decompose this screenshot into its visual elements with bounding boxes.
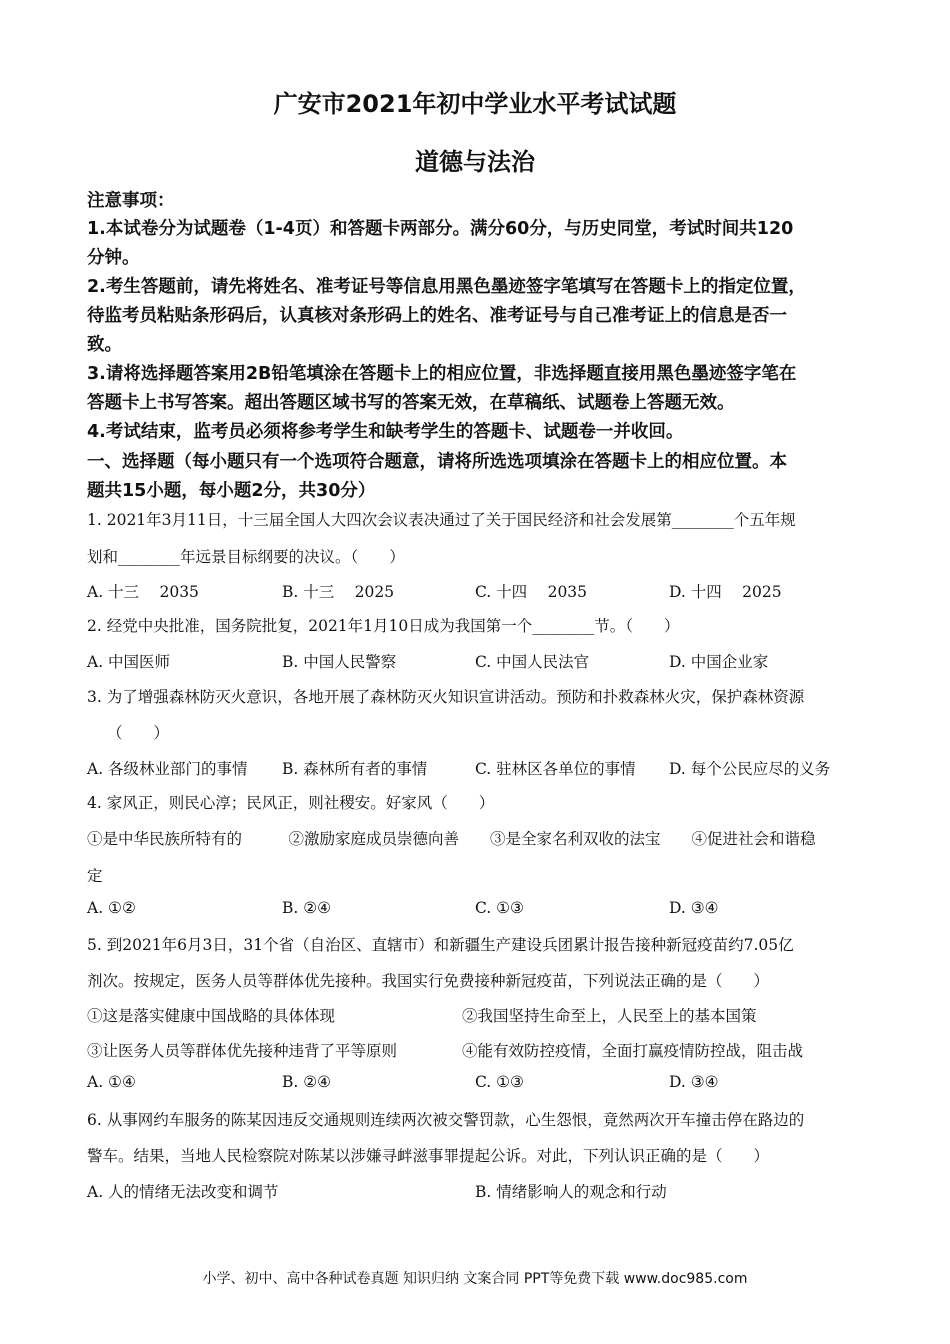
option-c: C. ①③ [475,899,524,917]
option-a: A. ①② [87,899,136,917]
question-5-item-4: ④能有效防控疫情，全面打赢疫情防控战，阻击战 [462,1042,804,1060]
option-c: C. 十四 2035 [475,583,588,601]
question-5-item-2: ②我国坚持生命至上，人民至上的基本国策 [462,1007,757,1025]
option-d: D. ③④ [669,899,719,917]
option-a: A. 各级林业部门的事情 [87,760,248,778]
question-5-item-3: ③让医务人员等群体优先接种违背了平等原则 [87,1042,398,1060]
question-5-stem-cont: 剂次。按规定，医务人员等群体优先接种。我国实行免费接种新冠疫苗，下列说法正确的是（ ） [87,972,770,990]
notice-line: 4.考试结束，监考员必须将参考学生和缺考学生的答题卡、试题卷一并收回。 [87,422,684,442]
question-1-stem: 1. 2021年3月11日，十三届全国人大四次会议表决通过了关于国民经济和社会发展第________个五年规 [87,511,796,529]
notice-heading: 注意事项： [87,191,175,211]
option-a: A. 十三 2035 [87,583,199,601]
exam-title: 广安市2021年初中学业水平考试试题 [273,90,677,118]
question-4-items-cont: 定 [87,867,103,885]
question-4-items: ①是中华民族所特有的 ②激励家庭成员崇德向善 ③是全家名利双收的法宝 ④促进社会和谐稳 [87,830,816,848]
option-a: A. 人的情绪无法改变和调节 [87,1183,279,1201]
section-heading: 一、选择题（每小题只有一个选项符合题意，请将所选选项填涂在答题卡上的相应位置。本 [87,452,787,472]
option-b: B. ②④ [282,1073,332,1091]
question-1-stem-cont: 划和________年远景目标纲要的决议。（ ） [87,548,405,566]
notice-line: 致。 [87,335,122,355]
notice-line: 答题卡上书写答案。超出答题区域书写的答案无效，在草稿纸、试题卷上答题无效。 [87,393,735,413]
question-5-stem: 5. 到2021年6月3日，31个省（自治区、直辖市）和新疆生产建设兵团累计报告接种新冠疫苗约7.05亿 [87,936,794,954]
notice-line: 2.考生答题前，请先将姓名、准考证号等信息用黑色墨迹签字笔填写在答题卡上的指定位置， [87,277,806,297]
option-a: A. ①④ [87,1073,136,1091]
option-d: D. 十四 2025 [669,583,782,601]
option-b: B. 十三 2025 [282,583,395,601]
notice-line: 分钟。 [87,248,140,268]
option-d: D. 每个公民应尽的义务 [669,760,831,778]
notice-line: 3.请将选择题答案用2B铅笔填涂在答题卡上的相应位置，非选择题直接用黑色墨迹签字笔在 [87,364,797,384]
section-heading-cont: 题共15小题，每小题2分，共30分） [87,481,376,501]
option-c: C. 中国人民法官 [475,653,590,671]
question-4-stem: 4. 家风正，则民心淳；民风正，则社稷安。好家风（ ） [87,794,495,812]
option-d: D. ③④ [669,1073,719,1091]
option-a: A. 中国医师 [87,653,171,671]
option-b: B. 中国人民警察 [282,653,397,671]
question-6-stem: 6. 从事网约车服务的陈某因违反交通规则连续两次被交警罚款，心生怨恨，竟然两次开车撞击停在路边的 [87,1111,805,1129]
option-b: B. 情绪影响人的观念和行动 [475,1183,667,1201]
option-b: B. ②④ [282,899,332,917]
question-3-stem: 3. 为了增强森林防灭火意识，各地开展了森林防灭火知识宣讲活动。预防和扑救森林火灾，保护森林资源 [87,688,805,706]
notice-line: 1.本试卷分为试题卷（1-4页）和答题卡两部分。满分60分，与历史同堂，考试时间共120 [87,219,794,239]
question-5-item-1: ①这是落实健康中国战略的具体体现 [87,1007,336,1025]
option-b: B. 森林所有者的事情 [282,760,428,778]
option-d: D. 中国企业家 [669,653,769,671]
option-c: C. 驻林区各单位的事情 [475,760,636,778]
option-c: C. ①③ [475,1073,524,1091]
subject-title: 道德与法治 [415,148,535,176]
question-2-stem: 2. 经党中央批准，国务院批复，2021年1月10日成为我国第一个________节。（ ） [87,617,680,635]
question-6-stem-cont: 警车。结果，当地人民检察院对陈某以涉嫌寻衅滋事罪提起公诉。对此，下列认识正确的是（ ） [87,1147,770,1165]
question-3-stem-cont: （ ） [107,724,170,742]
notice-line: 待监考员粘贴条形码后，认真核对条形码上的姓名、准考证号与自己准考证上的信息是否一 [87,306,787,326]
footer-advert: 小学、初中、高中各种试卷真题 知识归纳 文案合同 PPT等免费下载 www.doc985.com [202,1271,748,1287]
